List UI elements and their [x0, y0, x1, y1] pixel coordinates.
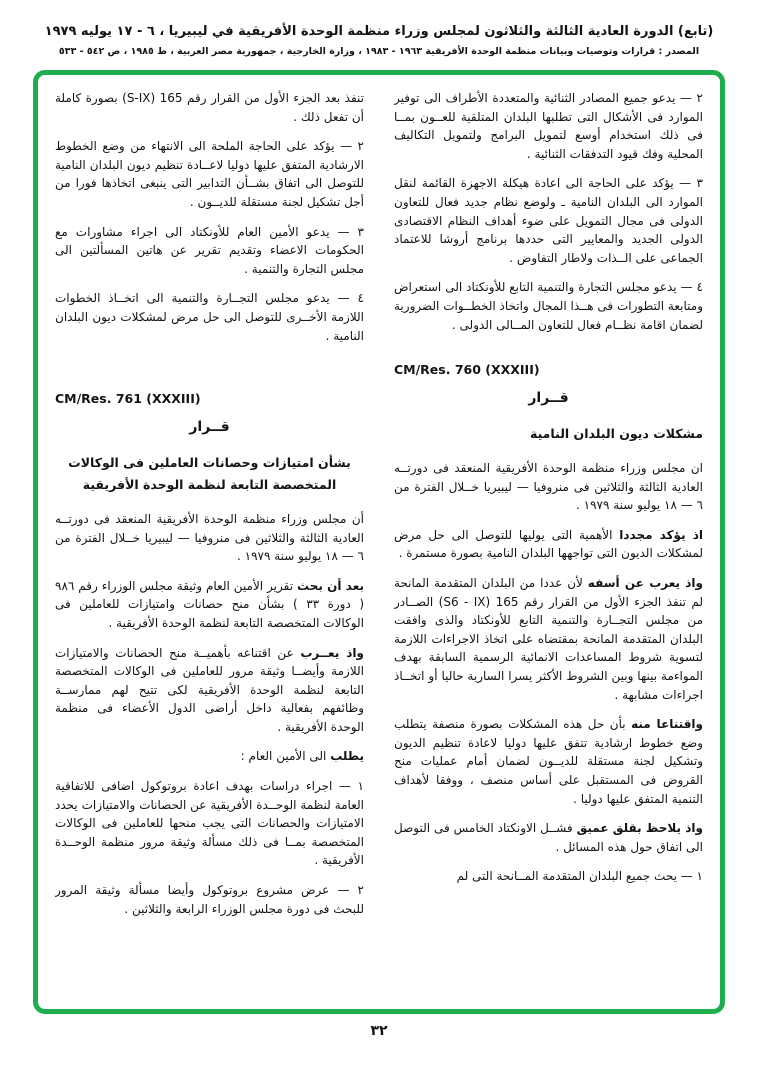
paragraph-lead: واذ يعرب عن أسفه [587, 576, 703, 591]
paragraph-lead: يطلب [330, 749, 364, 764]
green-border-frame [33, 70, 725, 1014]
paragraph-text: أن مجلس وزراء منظمة الوحدة الأفريقية المنعقد فى دورتــه العادية الثالثة والثلاثين فى منروفيا — ليبيريا خــلال الفترة من ٦ — ١٨ يوليو سنة ١٩٧٩ . [55, 511, 364, 564]
paragraph-text: الأهمية التى يوليها للتوصل الى حل مرض لمشكلات الديون التى تواجهها البلدان النامية بصورة مستمرة . [394, 527, 703, 561]
page-number: ٣٢ [370, 1023, 388, 1039]
paragraph-text: ٢ — عرض مشروع بروتوكول وأيضا مسألة وثيقة المرور للبحث فى دورة مجلس الوزراء الرابعة والثلاثين . [55, 883, 364, 916]
paragraph-lead: واذ يعــرب [300, 645, 364, 660]
paragraph: ٢ — يدعو جميع المصادر الثنائية والمتعددة الأطراف الى توفير الموارد فى الأشكال التى تطلبها البلدان المتلقية للعــون بمــا فى ذلك استخدام أوسع لتمويل البرامج ولتمويل التكاليف المحلية وفك قيود التدفقات الثنائية . [394, 91, 703, 161]
document-header [0, 0, 758, 57]
paragraph-lead: واقتناعا منه [631, 717, 703, 732]
paragraph-text: ان مجلس وزراء منظمة الوحدة الأفريقية المنعقد فى دورتــه العادية الثالثة والثلاثين فى منروفيا — ليبيريا خــلال الفترة من ٦ — ١٨ يوليو سنة ١٩٧٩ . [394, 461, 703, 513]
paragraph-lead: بعد أن بحث [296, 578, 364, 593]
paragraph-text: عن اقتناعه بأهميــة منح الحصانات والامتيازات اللازمة وأيضــا وثيقة مرور للعاملين فى الوكالات المتخصصة التابعة لنظمة الوحدة الأفريقية لكى تتيح لهم ممارســة وظائفهم بفعالية داخل أراضى الدول الأعضاء فى منظمة الوحدة الأفريقية . [55, 645, 364, 734]
paragraph [394, 715, 703, 808]
resolution-subtitle: بشأن امتيازات وحصانات العاملين فى الوكالات المتخصصة التابعة لنظمة الوحدة الأفريقية [68, 455, 351, 493]
paragraph: ٣ — يدعو الأمين العام للأونكتاد الى اجراء مشاورات مع الحكومات الاعضاء وتقديم تقرير عن هاتين المسألتين الى مجلس التجارة والتنمية . [55, 224, 364, 276]
paragraph [55, 881, 364, 918]
paragraph: ٣ — يؤكد على الحاجة الى اعادة هيكلة الاجهزة القائمة لنقل الموارد الى البلدان النامية ـ ولوضع نظام جديد فعال للتعاون الدولى فى مجال التمويل على ضوء أهداف النظام الاقتصادى الدولى الجديد والمعايير التى حددها برنامج أروشا للاعتماد الجماعى على الــذات ولاطار التفاوض . [394, 176, 703, 265]
paragraph [394, 459, 703, 515]
paragraph-text: ١ — يحث جميع البلدان المتقدمة المــانحة التى لم [456, 869, 703, 884]
column-left [55, 89, 364, 1001]
paragraph [55, 577, 364, 633]
column-right [394, 89, 703, 1001]
paragraph-text: الى الأمين العام : [240, 749, 331, 764]
resolution-heading: قــرار [528, 389, 569, 406]
paragraph [55, 777, 364, 870]
two-column-layout [55, 89, 703, 1001]
paragraph-text: لأن عددا من البلدان المتقدمة المانحة لم تنفذ الجزء الأول من القرار رقم 165 (S6 - IX) الصــادر من مجلس التجــارة والتنمية التابع للأونكتاد والذى وافقت البلدان المتقدمة المانحة بمقتضاه على اتخاذ الاجراءات اللازمة لتسوية شروط المساعدات الانمائية الرسمية السابقة بهدف المواءمة بينها وبين الشروط الأكثر يسرا السارية حاليا أو اتخــاذ اجراءات مشابهة . [394, 576, 703, 702]
paragraph-text: تقرير الأمين العام وثيقة مجلس الوزراء رقم ٩٨٦ ( دورة ٣٣ ) بشأن منح حصانات وامتيازات للعاملين فى الوكالات المتخصصة التابعة لنظمة الوحدة الأفريقية . [55, 578, 364, 630]
resolution-heading: قــرار [189, 418, 230, 435]
paragraph [55, 510, 364, 566]
resolution-id: CM/Res. 760 (XXXIII) [394, 362, 540, 378]
paragraph-text: ١ — اجراء دراسات بهدف اعادة بروتوكول اضافى للاتفاقية العامة لنظمة الوحــدة الأفريقية عن الحصانات والامتيازات يحدد الامتيازات والحصانات التى يجب منحها للعاملين فى الوكالات المتخصصة بمــا فى ذلك مسألة وثيقة مرور منظمة الوحــدة الأفريقية . [55, 779, 364, 868]
paragraph [55, 747, 364, 766]
resolution-id: CM/Res. 761 (XXXIII) [55, 391, 201, 407]
paragraph [394, 867, 703, 886]
resolution-subtitle: مشكلات ديون البلدان النامية [529, 426, 703, 442]
paragraph: ٢ — يؤكد على الحاجة الملحة الى الانتهاء من وضع الخطوط الارشادية المتفق عليها دوليا لاعــادة تنظيم ديون البلدان النامية للتوصل الى اتفاق بشــأن التدابير التى ينبغى اتخاذها فورا من أجل تشكيل لجنة مستقلة للديــون . [55, 139, 364, 209]
paragraph-lead: واذ يلاحظ بقلق عميق [576, 821, 703, 836]
paragraph: ٤ — يدعو مجلس التجــارة والتنمية الى اتخــاذ الخطوات اللازمة الأخــرى للتوصل الى حل مرض لمشكلات ديون البلدان النامية . [55, 291, 364, 343]
paragraph [394, 819, 703, 856]
header-title: (تابع) الدورة العادية الثالثة والثلاثون لمجلس وزراء منظمة الوحدة الأفريقية في ليبيريا ، ٦ - ١٧ يوليه ١٩٧٩ [44, 24, 714, 39]
paragraph [394, 526, 703, 563]
paragraph [55, 644, 364, 737]
paragraph: تنفذ بعد الجزء الأول من القرار رقم 165 (S-IX) بصورة كاملة أن تفعل ذلك . [55, 91, 364, 124]
paragraph: ٤ — يدعو مجلس التجارة والتنمية التابع للأونكتاد الى استعراض ومتابعة التطورات فى هــذا المجال واتخاذ الخطــوات الضرورية لضمان اقامة نظــام فعال للتعاون المــالى الدولى . [394, 280, 703, 332]
paragraph-text: فشــل الاونكتاد الخامس فى التوصل الى اتفاق حول هذه المسائل . [394, 821, 703, 854]
paragraph-lead: اذ يؤكد مجددا [619, 527, 703, 542]
paragraph-text: بأن حل هذه المشكلات بصورة منصفة يتطلب وضع خطوط ارشادية تتفق عليها دوليا لاعادة تنظيم الديون وتشكيل لجنة مستقلة للديــون لضمان أمام عمليات منح القروض فى المستقبل على أساس منصف ، ووفقا لأهداف التنمية المتفق عليها دوليا . [394, 717, 703, 806]
header-source: المصدر : قرارات وتوصيات وبيانات منظمة الوحدة الأفريقية ١٩٦٣ - ١٩٨٣ ، وزارة الخارجية ، جمهورية مصر العربية ، ط ١٩٨٥ ، ص ٥٤٢ - ٥٣٣ [58, 46, 700, 57]
paragraph [394, 574, 703, 704]
